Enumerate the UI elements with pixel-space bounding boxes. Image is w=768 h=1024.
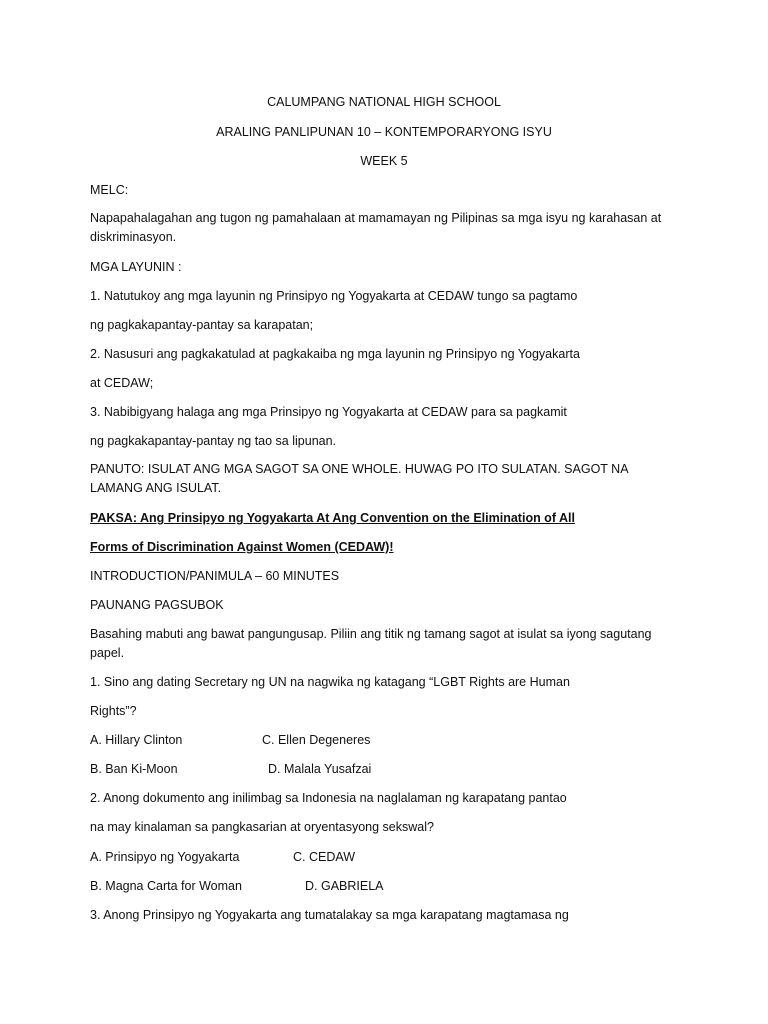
melc-text: Napapahalagahan ang tugon ng pamahalaan at mamamayan ng Pilipinas sa mga isyu ng karahasan at diskriminasyon. (90, 211, 662, 244)
objective-1-line-1: 1. Natutukoy ang mga layunin ng Prinsipyo ng Yogyakarta at CEDAW tungo sa pagtamo (90, 289, 578, 303)
question-1-line-1: 1. Sino ang dating Secretary ng UN na nagwika ng katagang “LGBT Rights are Human (90, 675, 570, 689)
question-1-line-2: Rights”? (90, 704, 137, 718)
q1-option-c: C. Ellen Degeneres (262, 733, 371, 747)
objectives-label: MGA LAYUNIN : (90, 260, 182, 274)
q2-option-c: C. CEDAW (293, 850, 356, 864)
question-2-line-2: na may kinalaman sa pangkasarian at oryentasyong sekswal? (90, 820, 434, 834)
objective-3-line-2: ng pagkakapantay-pantay ng tao sa lipunan. (90, 434, 337, 448)
topic-line-1: PAKSA: Ang Prinsipyo ng Yogyakarta At Ang Convention on the Elimination of All (90, 511, 575, 525)
q2-option-d: D. GABRIELA (305, 879, 384, 893)
q1-option-a: A. Hillary Clinton (90, 733, 183, 747)
question-3-line-1: 3. Anong Prinsipyo ng Yogyakarta ang tumatalakay sa mga karapatang magtamasa ng (90, 908, 569, 922)
objective-3-line-1: 3. Nabibigyang halaga ang mga Prinsipyo ng Yogyakarta at CEDAW para sa pagkamit (90, 405, 567, 419)
pretest-instruction: Basahing mabuti ang bawat pangungusap. Piliin ang titik ng tamang sagot at isulat sa iyong sagutang papel. (90, 627, 652, 660)
week-label: WEEK 5 (360, 154, 408, 168)
topic-line-2: Forms of Discrimination Against Women (CEDAW)! (90, 540, 394, 554)
objective-2-line-1: 2. Nasusuri ang pagkakatulad at pagkakaiba ng mga layunin ng Prinsipyo ng Yogyakarta (90, 347, 580, 361)
q1-option-b: B. Ban Ki-Moon (90, 762, 178, 776)
q1-option-d: D. Malala Yusafzai (268, 762, 372, 776)
q2-option-b: B. Magna Carta for Woman (90, 879, 242, 893)
q2-option-a: A. Prinsipyo ng Yogyakarta (90, 850, 240, 864)
directions: PANUTO: ISULAT ANG MGA SAGOT SA ONE WHOLE. HUWAG PO ITO SULATAN. SAGOT NA LAMANG ANG ISULAT. (90, 462, 628, 495)
school-name: CALUMPANG NATIONAL HIGH SCHOOL (267, 95, 501, 109)
question-2-line-1: 2. Anong dokumento ang inilimbag sa Indonesia na naglalaman ng karapatang pantao (90, 791, 567, 805)
pretest-heading: PAUNANG PAGSUBOK (90, 598, 224, 612)
subject-title: ARALING PANLIPUNAN 10 – KONTEMPORARYONG ISYU (216, 125, 552, 139)
objective-1-line-2: ng pagkakapantay-pantay sa karapatan; (90, 318, 314, 332)
intro-heading: INTRODUCTION/PANIMULA – 60 MINUTES (90, 569, 340, 583)
objective-2-line-2: at CEDAW; (90, 376, 154, 390)
melc-label: MELC: (90, 183, 129, 197)
